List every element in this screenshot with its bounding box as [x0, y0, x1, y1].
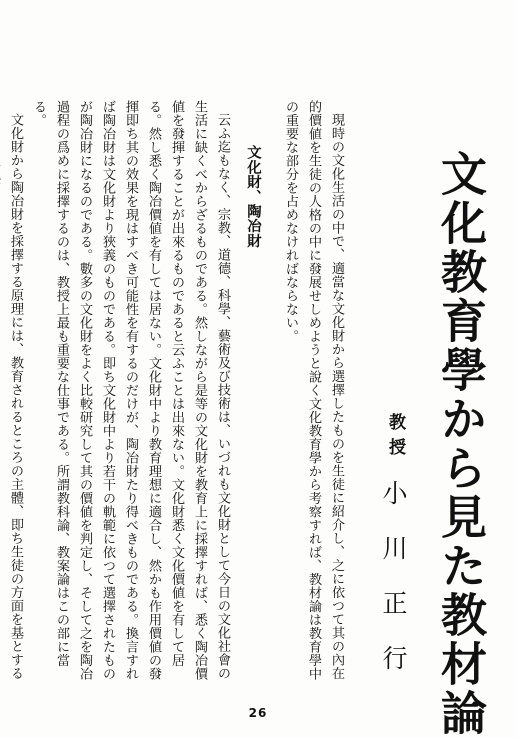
intro-paragraph: 現時の文化生活の中で、適當な文化財から選擇したものを生徒に紹介し、之に依つて其の內在的價値を生徒の人格の中に發展せしめようと說く文化教育學から考察すれば、教材論は教育學中の重要な部分を占めなければならない。	[283, 100, 344, 681]
article-title: 文化教育學から見た教材論	[434, 150, 488, 738]
body-text	[8, 100, 348, 690]
author-name: 小川正行	[379, 480, 408, 700]
page-number: 26	[248, 706, 268, 720]
author-rank: 教授	[385, 413, 405, 463]
section-paragraph: 文化財から陶冶財を採擇する原理には、教育されるところの主體、即ち生徒の方面を基とする	[8, 113, 23, 680]
section-heading: 文化財、陶冶財	[245, 145, 262, 248]
section-paragraph: 云ふ迄もなく、宗教、道德、科學、藝術及び技術は、いづれも文化財として今日の文化社會の生活に缺くべからざるものである。然しながら是等の文化財を教育上に採擇すれば、悉く陶冶價値を發揮することが出來るものであると云ふことは出來ない。文化財悉く文化價値を有して居る。然し悉く陶冶價値を有しては居ない。文化財中より教育理想に適合し、然かも作用價値の發揮即ち其の效果を現はすべき可能性を有するのだけが、陶冶財たり得べきものである。換言すれば陶冶財は文化財より狹義のものである。即ち文化財中より若干の軌範に依つて選擇されたものが陶冶財になるのである。數多の文化財をよく比較研究して其の價値を判定し、そして之を陶冶過程の爲めに採擇するのは、教授上最も重要な仕事である。所謂教科論、教案論はこの部に當る。	[31, 100, 230, 681]
